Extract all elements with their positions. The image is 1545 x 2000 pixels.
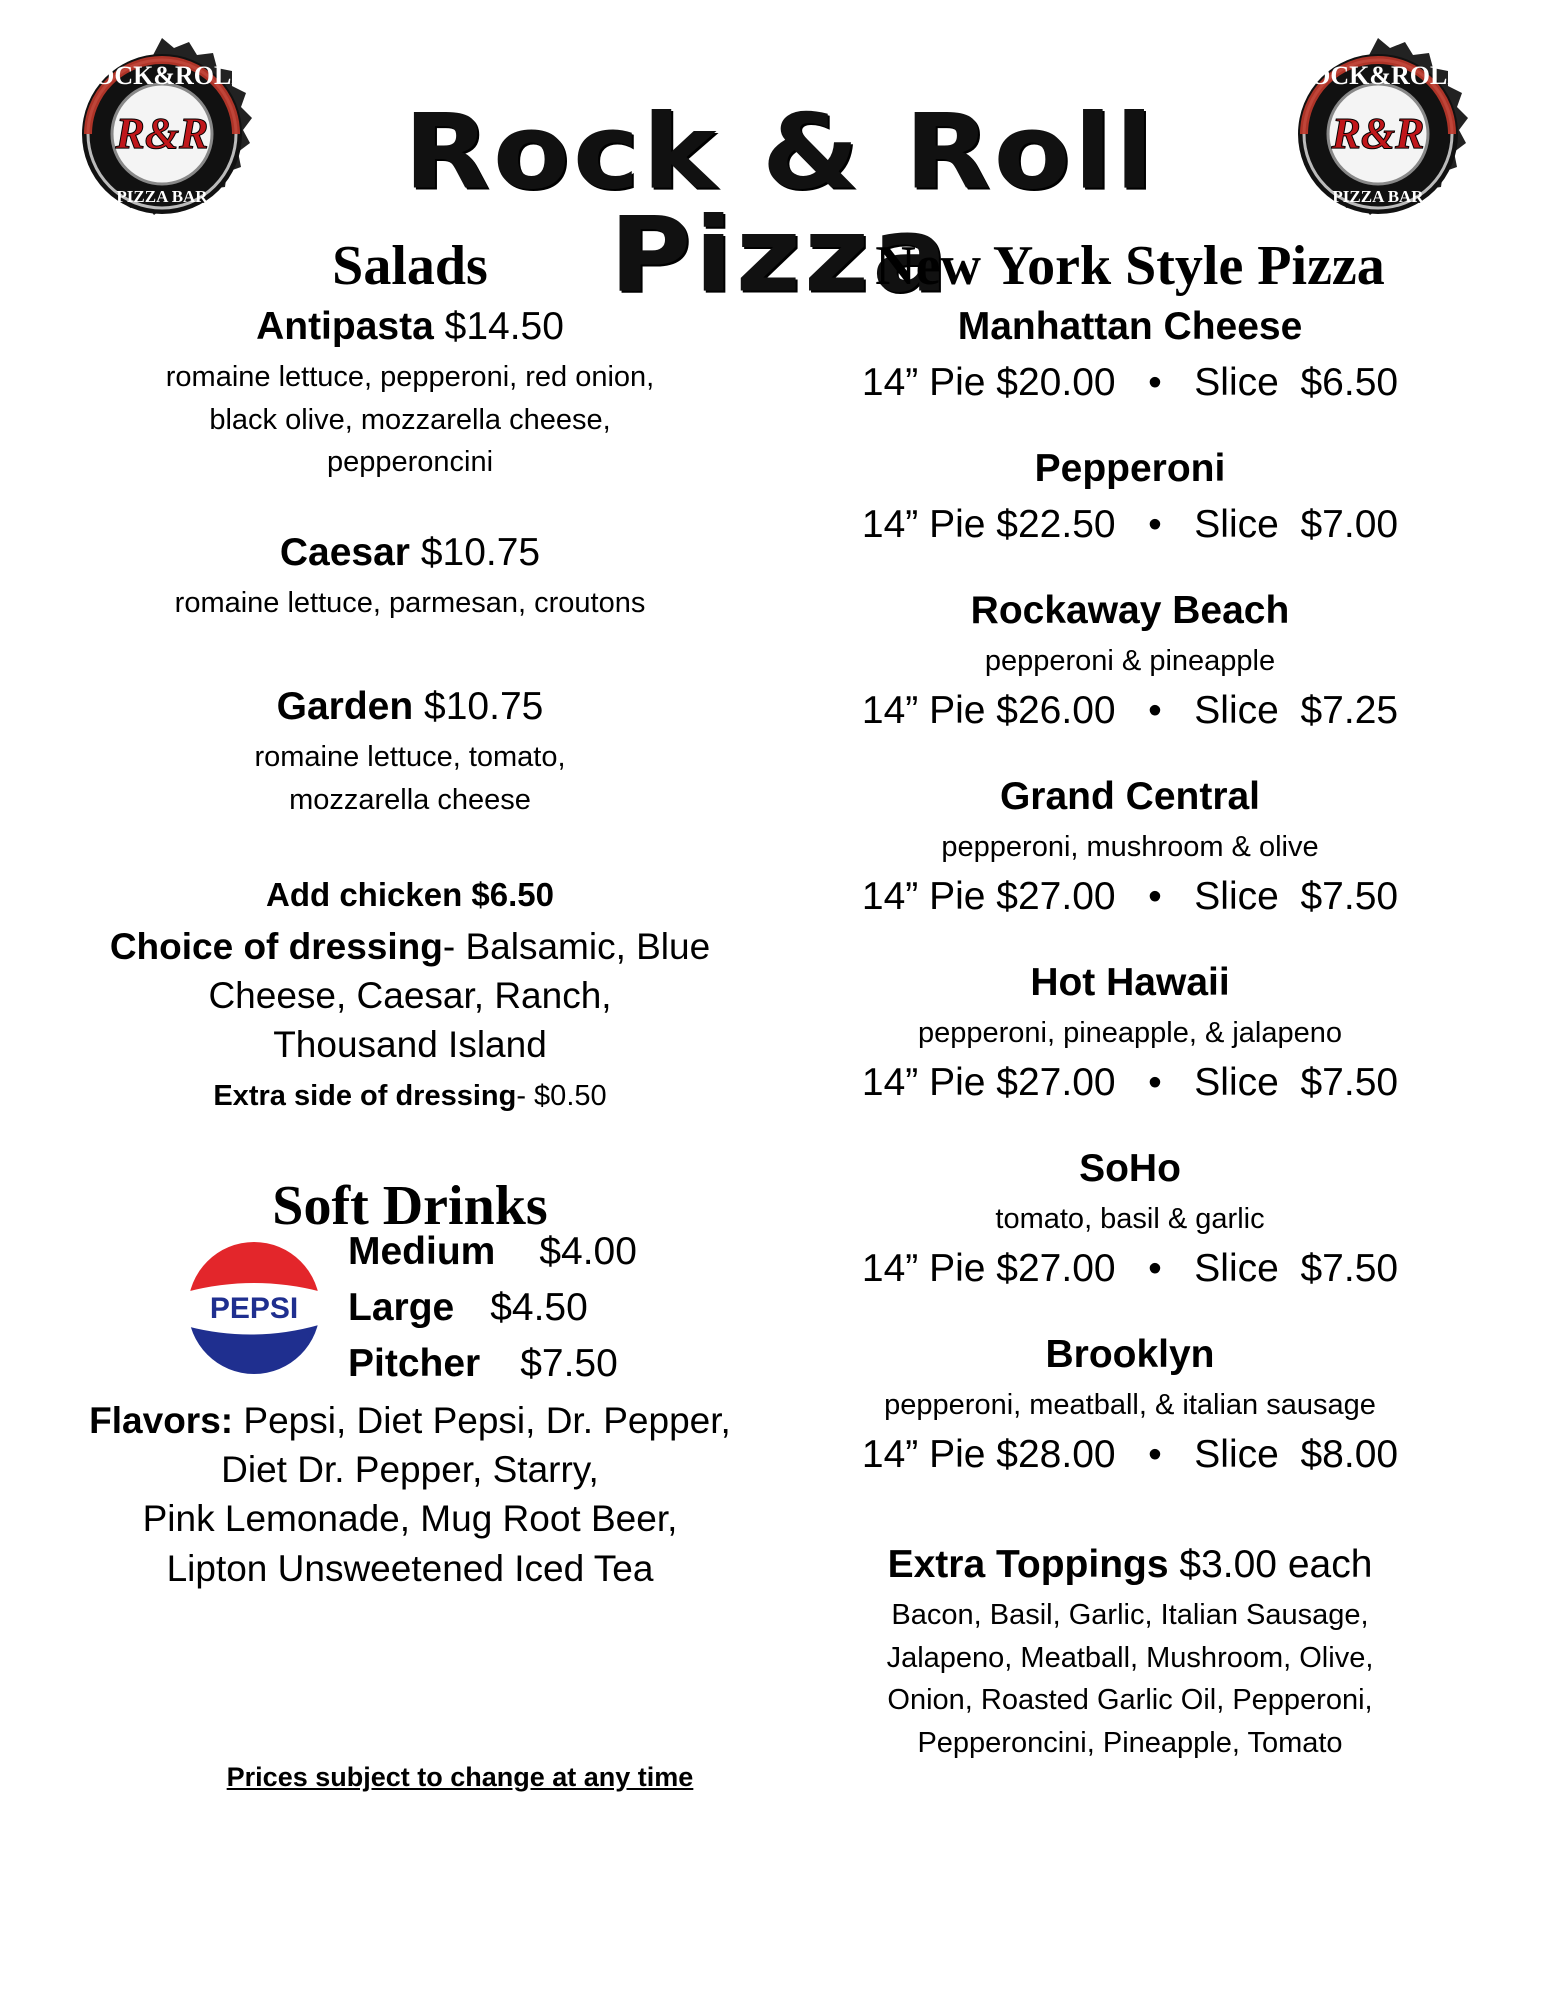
drink-size: Medium bbox=[348, 1230, 496, 1273]
salad-antipasta-desc bbox=[90, 356, 730, 484]
flavors-line: Diet Dr. Pepper, Starry, bbox=[221, 1449, 599, 1491]
pie-price: 14” Pie $26.00 bbox=[861, 689, 1116, 732]
pizza-brooklyn bbox=[810, 1332, 1450, 1379]
pizza-desc: pepperoni, mushroom & olive bbox=[941, 831, 1319, 863]
desc-line: mozzarella cheese bbox=[289, 783, 531, 816]
toppings-line: Onion, Roasted Garlic Oil, Pepperoni, bbox=[887, 1684, 1373, 1717]
flavors-line: Lipton Unsweetened Iced Tea bbox=[166, 1547, 654, 1589]
bullet: • bbox=[1148, 1433, 1162, 1476]
drink-size: Pitcher bbox=[348, 1342, 481, 1385]
pizza-desc: pepperoni, meatball, & italian sausage bbox=[884, 1389, 1376, 1421]
salad-antipasta bbox=[90, 304, 730, 351]
pizza-section bbox=[810, 0, 1450, 2000]
svg-text:R&R: R&R bbox=[1331, 109, 1425, 158]
dressing-choices bbox=[90, 922, 730, 1070]
pizza-price-line bbox=[810, 1432, 1450, 1479]
slice-price: Slice $6.50 bbox=[1194, 361, 1399, 404]
desc-line: romaine lettuce, tomato, bbox=[254, 741, 566, 773]
desc-line: pepperoncini bbox=[326, 446, 494, 479]
flavors-line: Pepsi, Diet Pepsi, Dr. Pepper, bbox=[233, 1400, 731, 1441]
item-price: $10.75 bbox=[420, 531, 541, 574]
toppings-price: $3.00 each bbox=[1168, 1543, 1373, 1586]
pizza-price-line bbox=[810, 1246, 1450, 1293]
pizza-grand-central bbox=[810, 774, 1450, 821]
drink-price: $4.50 bbox=[490, 1286, 588, 1329]
pizza-soho bbox=[810, 1146, 1450, 1193]
salad-caesar bbox=[90, 530, 730, 577]
dressing-line: - Balsamic, Blue bbox=[442, 926, 711, 967]
pizza-price-line bbox=[810, 874, 1450, 921]
add-chicken: Add chicken $6.50 bbox=[266, 876, 554, 913]
drink-flavors bbox=[70, 1396, 750, 1593]
toppings-list bbox=[810, 1594, 1450, 1765]
dressing-line: Cheese, Caesar, Ranch, bbox=[208, 975, 612, 1017]
item-name: Garden bbox=[276, 685, 414, 728]
drink-medium bbox=[348, 1232, 637, 1271]
salad-caesar-desc bbox=[90, 582, 730, 625]
flavors-line: Pink Lemonade, Mug Root Beer, bbox=[142, 1498, 678, 1540]
toppings-line: Bacon, Basil, Garlic, Italian Sausage, bbox=[891, 1599, 1369, 1631]
drink-size: Large bbox=[348, 1286, 455, 1329]
item-name: Manhattan Cheese bbox=[957, 305, 1303, 348]
pizza-price-line bbox=[810, 502, 1450, 549]
slice-price: Slice $7.50 bbox=[1194, 1061, 1399, 1104]
prices-note: Prices subject to change at any time bbox=[226, 1762, 694, 1792]
flavors-label: Flavors: bbox=[89, 1400, 234, 1441]
svg-text:PEPSI: PEPSI bbox=[209, 1292, 299, 1325]
pizza-heading: New York Style Pizza bbox=[875, 235, 1385, 297]
salads-section bbox=[90, 0, 730, 2000]
extra-dressing-price: - $0.50 bbox=[516, 1080, 607, 1112]
item-name: Hot Hawaii bbox=[1030, 961, 1230, 1004]
item-price: $14.50 bbox=[444, 305, 564, 348]
salads-heading: Salads bbox=[332, 235, 488, 297]
drink-pitcher bbox=[348, 1344, 618, 1383]
pizza-price-line bbox=[810, 1060, 1450, 1107]
bullet: • bbox=[1148, 689, 1162, 732]
pie-price: 14” Pie $22.50 bbox=[861, 503, 1116, 546]
pie-price: 14” Pie $20.00 bbox=[861, 361, 1116, 404]
pizza-rockaway-beach bbox=[810, 588, 1450, 635]
item-name: Grand Central bbox=[999, 775, 1261, 818]
item-name: Antipasta bbox=[256, 305, 434, 348]
item-name: Rockaway Beach bbox=[970, 589, 1290, 632]
desc-line: romaine lettuce, parmesan, croutons bbox=[174, 587, 646, 619]
item-price: $10.75 bbox=[424, 685, 544, 728]
pizza-desc: pepperoni, pineapple, & jalapeno bbox=[917, 1017, 1343, 1049]
svg-text:ROCK&ROLL: ROCK&ROLL bbox=[1291, 61, 1465, 90]
pizza-price-line bbox=[810, 688, 1450, 735]
pie-price: 14” Pie $28.00 bbox=[861, 1433, 1116, 1476]
bullet: • bbox=[1148, 503, 1162, 546]
bullet: • bbox=[1148, 361, 1162, 404]
drink-price: $4.00 bbox=[539, 1230, 637, 1273]
extra-dressing bbox=[90, 1078, 730, 1116]
toppings-line: Jalapeno, Meatball, Mushroom, Olive, bbox=[886, 1641, 1374, 1674]
dressing-line: Thousand Island bbox=[273, 1024, 547, 1066]
item-name: Pepperoni bbox=[1034, 447, 1226, 490]
drink-price: $7.50 bbox=[520, 1342, 618, 1385]
item-name: SoHo bbox=[1079, 1147, 1181, 1190]
pie-price: 14” Pie $27.00 bbox=[861, 1061, 1116, 1104]
page-title: Rock & Roll Pizza bbox=[403, 92, 1157, 316]
desc-line: black olive, mozzarella cheese, bbox=[209, 403, 611, 436]
svg-text:PIZZA BAR: PIZZA BAR bbox=[1332, 187, 1424, 206]
svg-text:PIZZA BAR: PIZZA BAR bbox=[116, 187, 208, 206]
svg-text:ROCK&ROLL: ROCK&ROLL bbox=[75, 61, 249, 90]
slice-price: Slice $7.50 bbox=[1194, 875, 1399, 918]
drink-large bbox=[348, 1288, 588, 1327]
salad-garden bbox=[90, 684, 730, 731]
toppings-label: Extra Toppings bbox=[887, 1543, 1169, 1586]
toppings-line: Pepperoncini, Pineapple, Tomato bbox=[917, 1726, 1343, 1759]
item-name: Brooklyn bbox=[1045, 1333, 1215, 1376]
extra-toppings bbox=[810, 1542, 1450, 1589]
bullet: • bbox=[1148, 1061, 1162, 1104]
dressing-label: Choice of dressing bbox=[109, 926, 443, 967]
slice-price: Slice $7.00 bbox=[1194, 503, 1399, 546]
slice-price: Slice $7.50 bbox=[1194, 1247, 1399, 1290]
slice-price: Slice $8.00 bbox=[1194, 1433, 1399, 1476]
salad-garden-desc bbox=[90, 736, 730, 821]
pie-price: 14” Pie $27.00 bbox=[861, 1247, 1116, 1290]
pizza-desc: pepperoni & pineapple bbox=[984, 645, 1276, 677]
pizza-price-line bbox=[810, 360, 1450, 407]
pizza-hot-hawaii bbox=[810, 960, 1450, 1007]
pepsi-logo bbox=[186, 1240, 322, 1376]
pie-price: 14” Pie $27.00 bbox=[861, 875, 1116, 918]
bullet: • bbox=[1148, 875, 1162, 918]
desc-line: romaine lettuce, pepperoni, red onion, bbox=[165, 361, 655, 393]
slice-price: Slice $7.25 bbox=[1194, 689, 1399, 732]
svg-text:R&R: R&R bbox=[115, 109, 209, 158]
soft-drinks-heading: Soft Drinks bbox=[272, 1175, 548, 1237]
bullet: • bbox=[1148, 1247, 1162, 1290]
extra-dressing-label: Extra side of dressing bbox=[213, 1080, 517, 1112]
pizza-desc: tomato, basil & garlic bbox=[995, 1203, 1265, 1235]
pizza-pepperoni bbox=[810, 446, 1450, 493]
item-name: Caesar bbox=[279, 531, 410, 574]
pizza-manhattan-cheese bbox=[810, 304, 1450, 351]
